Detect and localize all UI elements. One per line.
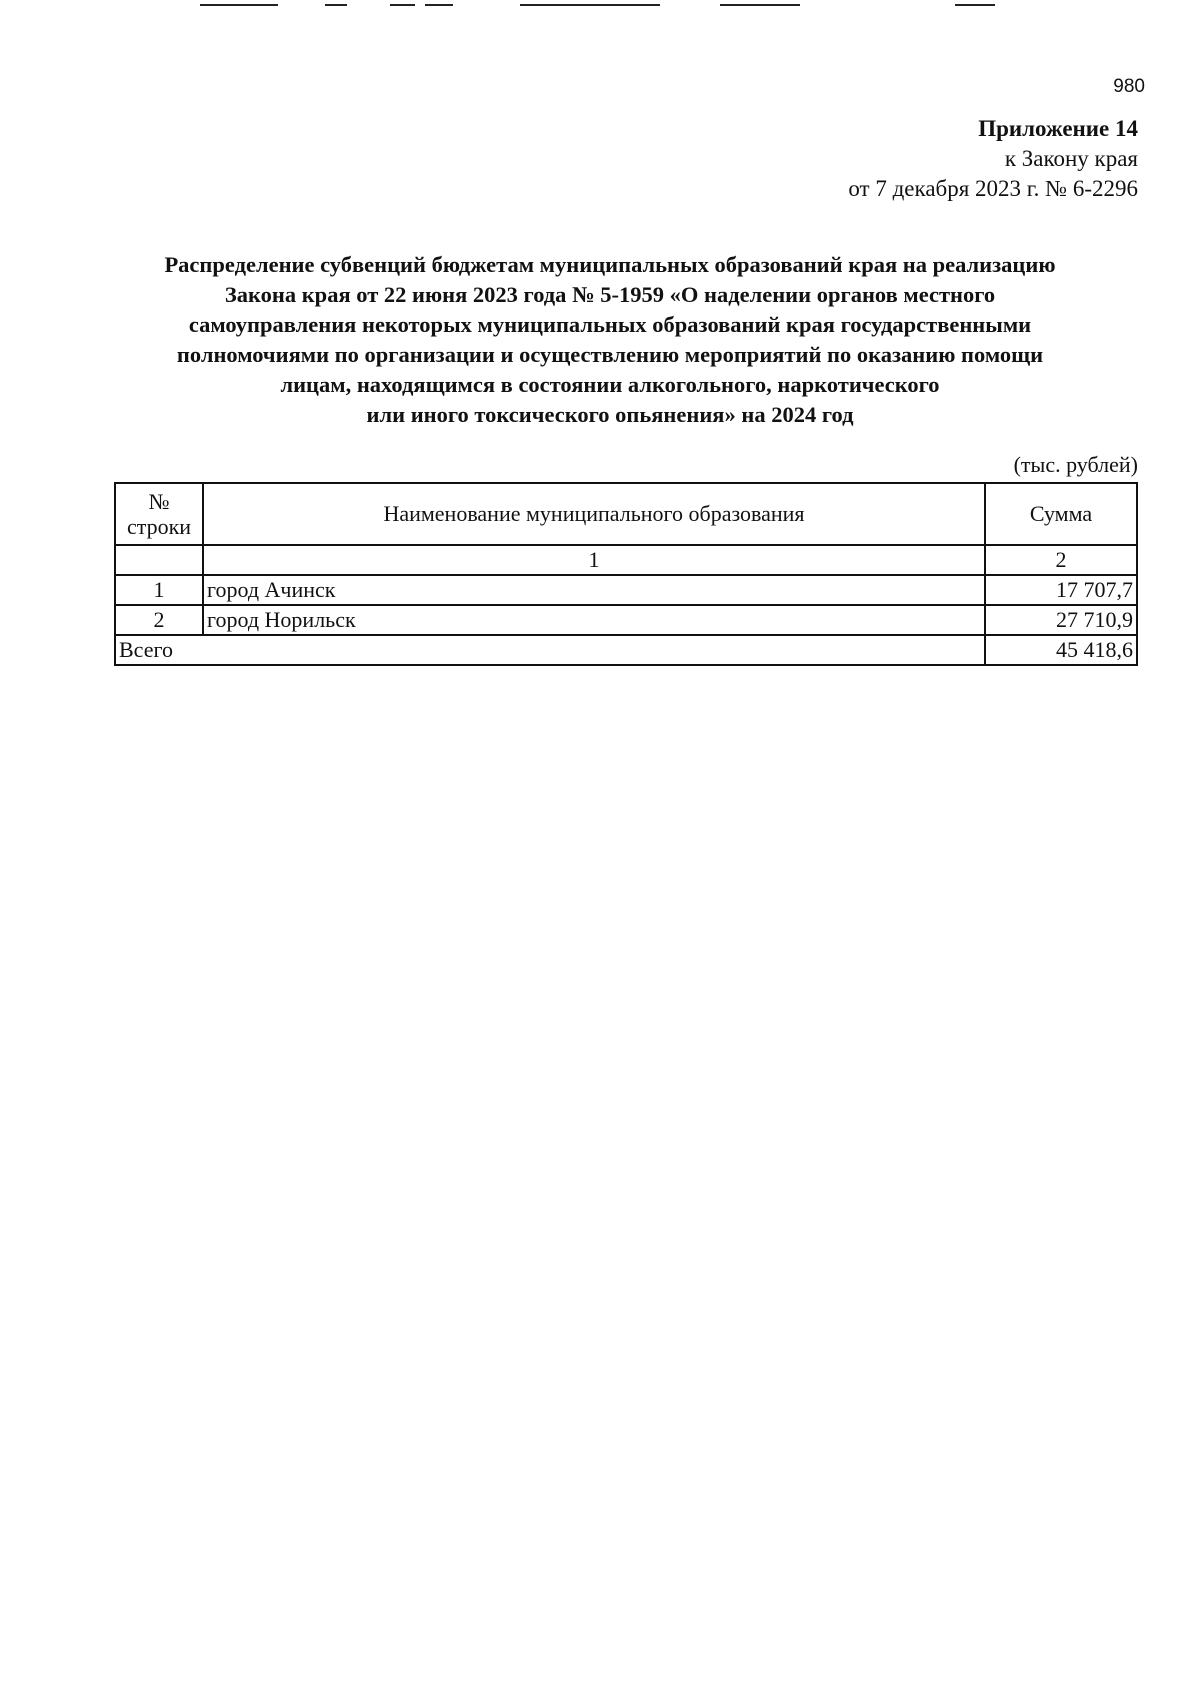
subvention-table bbox=[114, 482, 1138, 666]
document-title bbox=[100, 250, 1120, 430]
title-line: или иного токсического опьянения» на 2024 год bbox=[366, 402, 854, 427]
row-number: 1 bbox=[115, 575, 203, 605]
appendix-header bbox=[848, 114, 1138, 204]
title-line: полномочиями по организации и осуществлению мероприятий по оказанию помощи bbox=[176, 342, 1044, 367]
header-sum: Сумма bbox=[985, 483, 1137, 545]
header-municipality-name: Наименование муниципального образования bbox=[203, 483, 985, 545]
table-row bbox=[115, 605, 1137, 635]
total-row bbox=[115, 635, 1137, 665]
header-num-symbol: № bbox=[148, 489, 170, 514]
appendix-title: Приложение 14 bbox=[978, 116, 1138, 141]
subvention-sum: 17 707,7 bbox=[985, 575, 1137, 605]
column-index-row bbox=[115, 545, 1137, 575]
total-label: Всего bbox=[115, 635, 985, 665]
page-number: 980 bbox=[1113, 76, 1145, 97]
column-index-cell: 2 bbox=[985, 545, 1137, 575]
appendix-law-ref: к Закону края bbox=[1004, 146, 1138, 171]
header-row-number bbox=[115, 483, 203, 545]
units-label: (тыс. рублей) bbox=[1013, 452, 1138, 477]
scan-edge-marks bbox=[0, 0, 1200, 12]
column-index-cell bbox=[115, 545, 203, 575]
title-line: Распределение субвенций бюджетам муниципальных образований края на реализацию bbox=[164, 252, 1056, 277]
total-sum: 45 418,6 bbox=[985, 635, 1137, 665]
row-number: 2 bbox=[115, 605, 203, 635]
header-num-label: строки bbox=[126, 514, 192, 539]
municipality-name: город Норильск bbox=[203, 605, 985, 635]
column-index-cell: 1 bbox=[203, 545, 985, 575]
table-row bbox=[115, 575, 1137, 605]
subvention-sum: 27 710,9 bbox=[985, 605, 1137, 635]
appendix-date: от 7 декабря 2023 г. № 6-2296 bbox=[848, 176, 1138, 201]
municipality-name: город Ачинск bbox=[203, 575, 985, 605]
title-line: самоуправления некоторых муниципальных образований края государственными bbox=[188, 312, 1032, 337]
title-line: Закона края от 22 июня 2023 года № 5-1959 «О наделении органов местного bbox=[224, 282, 996, 307]
table-header-row bbox=[115, 483, 1137, 545]
title-line: лицам, находящимся в состоянии алкогольного, наркотического bbox=[280, 372, 940, 397]
